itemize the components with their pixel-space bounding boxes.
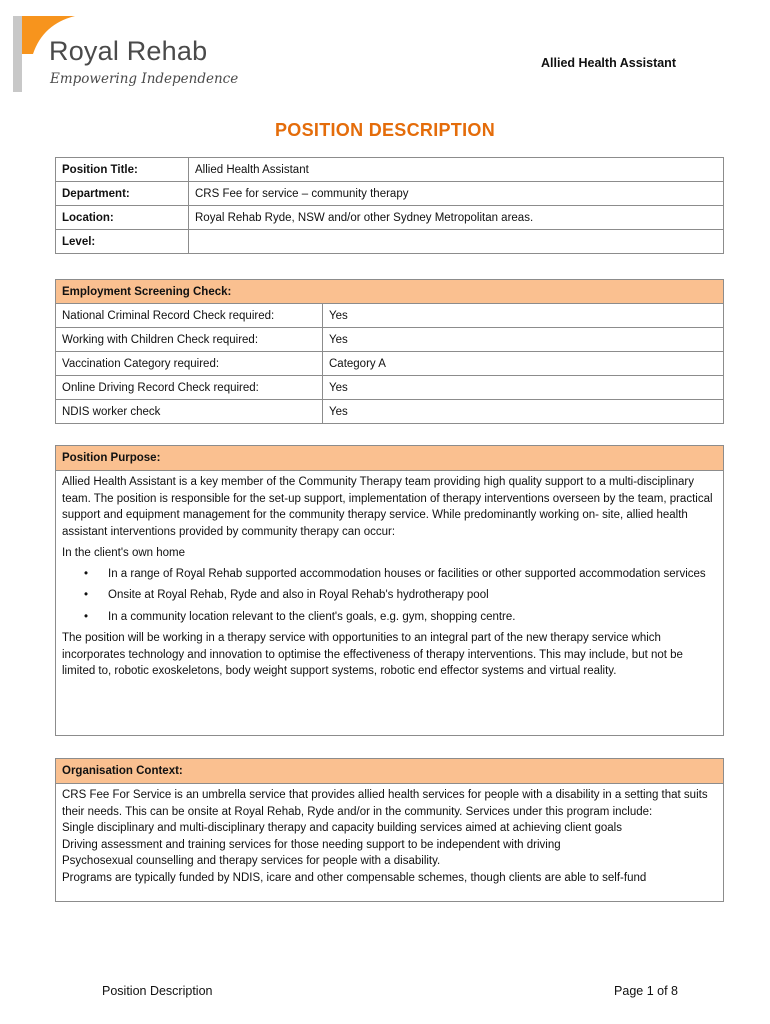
footer-page-number: Page 1 of 8: [614, 984, 678, 998]
purpose-closing: The position will be working in a therapy service with opportunities to an integral part of the new therapy service which incorporates technology and innovation to optimise the effectiveness of therapy interventions. This may include, but not be limited to, robotic exoskeletons, body weight support systems, robotic end effector systems and virtual reality.: [62, 632, 683, 677]
row-value: CRS Fee for service – community therapy: [189, 182, 724, 206]
logo-tagline: Empowering Independence: [50, 71, 239, 87]
context-line: Psychosexual counselling and therapy services for people with a disability.: [62, 855, 441, 867]
table-row: [56, 206, 724, 230]
row-label: Working with Children Check required:: [56, 328, 323, 352]
bullet-icon: •: [84, 567, 89, 580]
purpose-intro: Allied Health Assistant is a key member of the Community Therapy team providing high quality support to a multi-disciplinary team. The position is responsible for the set-up support, implementation of therapy interventions overseen by the team, practical support and equipment management for the community therapy service. While predominantly working on- site, allied health assistant interventions provided by community therapy can occur:: [62, 476, 713, 538]
row-label: Department:: [56, 182, 189, 206]
context-heading: Organisation Context:: [56, 759, 723, 784]
table-row: [56, 304, 724, 328]
table-row: [56, 400, 724, 424]
purpose-sub: In the client's own home: [62, 547, 186, 559]
row-value: Yes: [323, 400, 724, 424]
row-value: Yes: [323, 328, 724, 352]
bullet-icon: •: [84, 589, 89, 601]
row-value: [189, 230, 724, 254]
table-row: [56, 328, 724, 352]
royal-rehab-logo: [13, 14, 239, 94]
page-title: POSITION DESCRIPTION: [274, 120, 496, 140]
table-row: [56, 182, 724, 206]
screening-table: [55, 279, 724, 424]
row-value: Yes: [323, 376, 724, 400]
row-value: Yes: [323, 304, 724, 328]
row-label: Position Title:: [56, 158, 189, 182]
purpose-list: [62, 566, 717, 626]
list-item: • In a community location relevant to the client's goals, e.g. gym, shopping centre.: [62, 609, 717, 626]
context-line: Driving assessment and training services for those needing support to be independent with driving: [62, 838, 561, 851]
footer-doc-name: Position Description: [102, 984, 213, 998]
context-line: Programs are typically funded by NDIS, icare and other compensable schemes, though clients are able to self-fund: [62, 871, 647, 884]
table-row: [56, 158, 724, 182]
bullet-icon: •: [84, 610, 89, 623]
screening-heading: Employment Screening Check:: [56, 280, 724, 304]
organisation-context-section: [55, 758, 724, 902]
table-row: [56, 352, 724, 376]
table-row: [56, 376, 724, 400]
list-item: • Onsite at Royal Rehab, Ryde and also in Royal Rehab's hydrotherapy pool: [62, 587, 717, 604]
row-value: Allied Health Assistant: [189, 158, 724, 182]
logo-name: Royal Rehab: [49, 36, 208, 66]
row-label: Level:: [56, 230, 189, 254]
context-line: CRS Fee For Service is an umbrella service that provides allied health services for people with a disability in a setting that suits their needs. This can be onsite at Royal Rehab, Ryde and/or in the community. Services under this program include:: [62, 789, 708, 818]
row-label: National Criminal Record Check required:: [56, 304, 323, 328]
row-value: Royal Rehab Ryde, NSW and/or other Sydney Metropolitan areas.: [189, 206, 724, 230]
row-label: NDIS worker check: [56, 400, 323, 424]
position-details-table: [55, 157, 724, 254]
list-item: • In a range of Royal Rehab supported accommodation houses or facilities or other supported accommodation services: [62, 566, 717, 583]
header-subject: Allied Health Assistant: [541, 56, 676, 70]
purpose-heading: Position Purpose:: [56, 446, 723, 471]
row-value: Category A: [323, 352, 724, 376]
table-row: [56, 230, 724, 254]
table-header-row: [56, 280, 724, 304]
context-line: Single disciplinary and multi-disciplinary therapy and capacity building services aimed at achieving client goals: [62, 822, 622, 834]
row-label: Online Driving Record Check required:: [56, 376, 323, 400]
row-label: Vaccination Category required:: [56, 352, 323, 376]
row-label: Location:: [56, 206, 189, 230]
position-purpose-section: [55, 445, 724, 736]
